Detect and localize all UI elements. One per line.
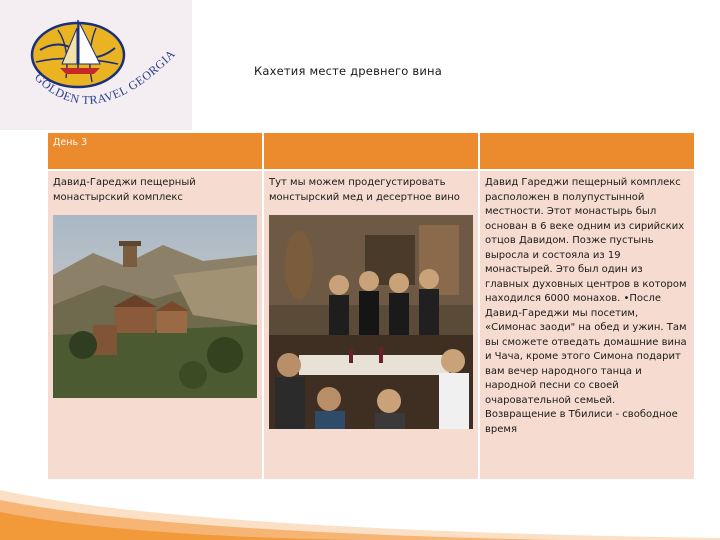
page-title: Кахетия месте древнего вина <box>254 64 442 78</box>
tasting-cell <box>263 170 479 480</box>
svg-text:GOLDEN TRAVEL GEORGIA: GOLDEN TRAVEL GEORGIA <box>31 46 179 108</box>
decorative-swoosh <box>0 450 720 540</box>
table-header-row <box>47 132 695 170</box>
header-cell-3 <box>479 132 695 170</box>
day-label: День 3 <box>47 132 263 170</box>
tasting-text: Тут мы можем продегустировать монстырский мед и десертное вино <box>269 177 460 203</box>
monastery-cell <box>47 170 263 480</box>
monastery-photo <box>53 215 257 398</box>
itinerary-table <box>46 131 696 481</box>
tasting-photo <box>269 215 473 429</box>
logo-area <box>0 0 192 130</box>
description-text: Давид Гареджи пещерный комплекс расположен в полупустынной местности. Этот монастырь был основан в 6 веке одним из сирийских отцов Давидом. Позже пустынь выросла и состояла из 19 монастырей. Это был один из главных духовных центров в котором находился 6000 монахов. •После Давид-Гареджи мы посетим, «Симонас заоди" на обед и ужин. Там вы сможете отведать домашние вина и Чача, кроме этого Симона подарит вам вечер народного танца и народной песни со своей очаровательной семьей. Возвращение в Тбилиси - свободное время <box>485 177 687 435</box>
description-cell <box>479 170 695 480</box>
table-row <box>47 170 695 480</box>
monastery-title: Давид-Гареджи пещерный монастырский комплекс <box>53 177 196 203</box>
golden-travel-georgia-logo <box>0 0 192 130</box>
header-cell-2 <box>263 132 479 170</box>
